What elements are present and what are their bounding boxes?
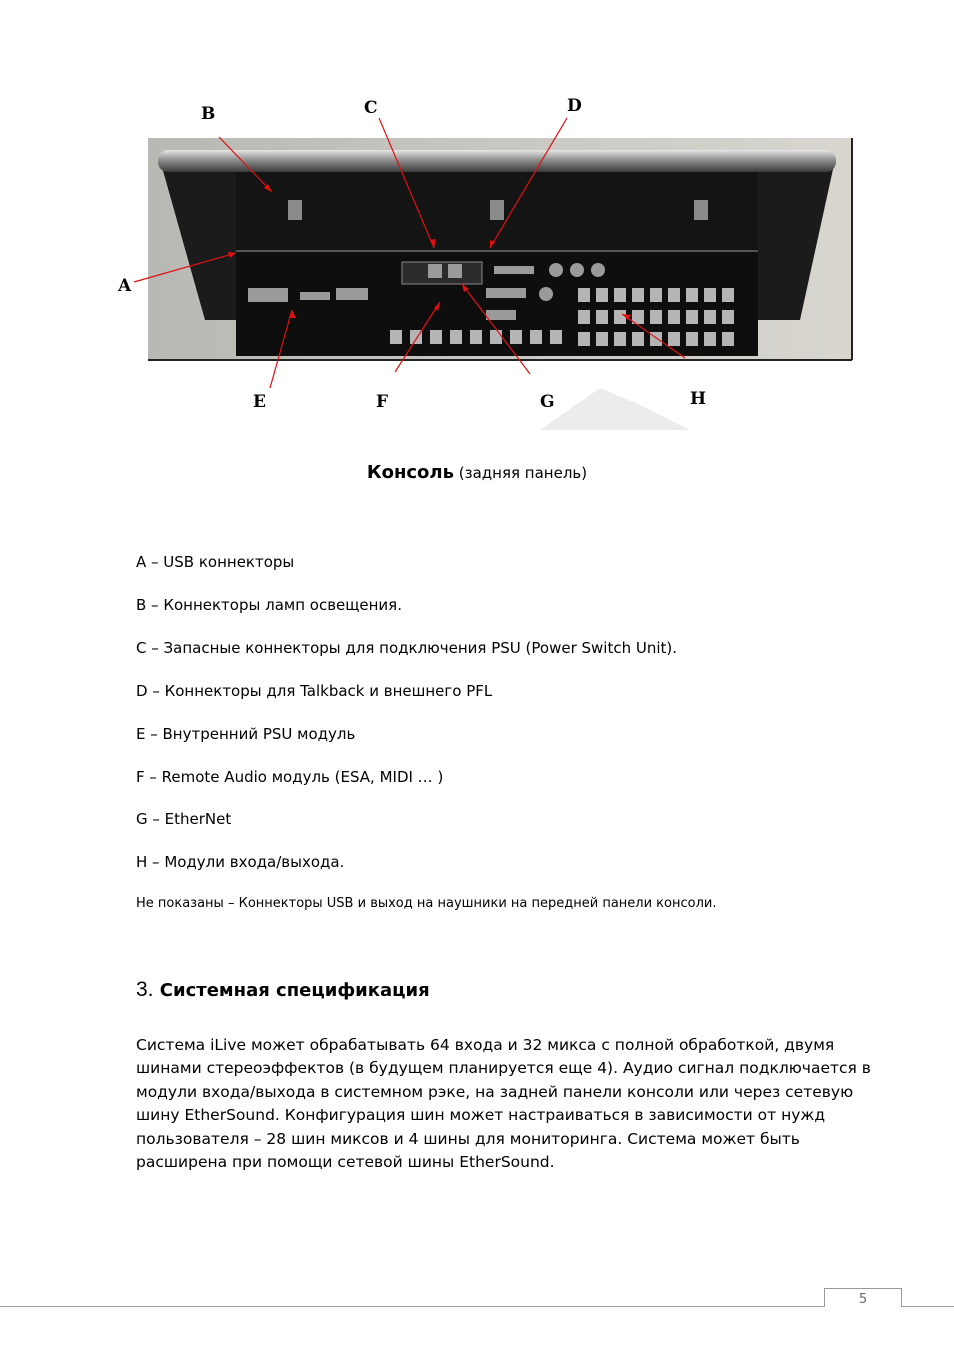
legend-item: A – USB коннекторы: [136, 553, 295, 571]
note-not-shown: Не показаны – Коннекторы USB и выход на наушники на передней панели консоли.: [136, 896, 717, 911]
paragraph-line: расширена при помощи сетевой шины EtherSound.: [136, 1153, 555, 1172]
legend-item: E – Внутренний PSU модуль: [136, 725, 356, 743]
paragraph-line: шинами стереоэффектов (в будущем планируется еще 4). Аудио сигнал подключается в: [136, 1059, 871, 1078]
callout-label-h: H: [690, 389, 707, 409]
figure-caption: [0, 462, 954, 483]
callout-label-b: B: [201, 104, 216, 124]
paragraph-line: пользователя – 28 шин миксов и 4 шины для мониторинга. Система может быть: [136, 1129, 800, 1148]
legend-item: C – Запасные коннекторы для подключения PSU (Power Switch Unit).: [136, 639, 678, 657]
legend-item: H – Модули входа/выхода.: [136, 853, 345, 871]
page-number: 5: [824, 1288, 902, 1307]
caption-title: Консоль: [366, 462, 454, 483]
footer-rule: [0, 1306, 954, 1307]
caption-subtitle: (задняя панель): [458, 464, 588, 482]
callout-label-f: F: [376, 392, 389, 412]
paragraph-line: Система iLive может обрабатывать 64 входа и 32 микса с полной обработкой, двумя: [136, 1036, 835, 1054]
section-number: 3.: [136, 978, 154, 1001]
callout-label-e: E: [253, 392, 266, 412]
console-rear-photo: [0, 0, 954, 430]
section-title: Системная спецификация: [159, 980, 430, 1001]
legend-item: F – Remote Audio модуль (ESA, MIDI … ): [136, 768, 444, 786]
legend-item: D – Коннекторы для Talkback и внешнего PFL: [136, 682, 493, 700]
callout-label-c: C: [364, 98, 378, 118]
callout-label-g: G: [540, 392, 555, 412]
callout-label-d: D: [567, 96, 582, 116]
console-rear-figure: [0, 0, 954, 430]
paragraph-line: модули входа/выхода в системном рэке, на задней панели консоли или через сетевую: [136, 1082, 854, 1101]
section-paragraph: [136, 1034, 871, 1174]
legend-item: G – EtherNet: [136, 810, 232, 828]
paragraph-line: шину EtherSound. Конфигурация шин может настраиваться в зависимости от нужд: [136, 1106, 826, 1125]
callout-label-a: A: [118, 276, 132, 296]
legend-item: B – Коннекторы ламп освещения.: [136, 596, 402, 614]
section-heading: [136, 978, 430, 1002]
